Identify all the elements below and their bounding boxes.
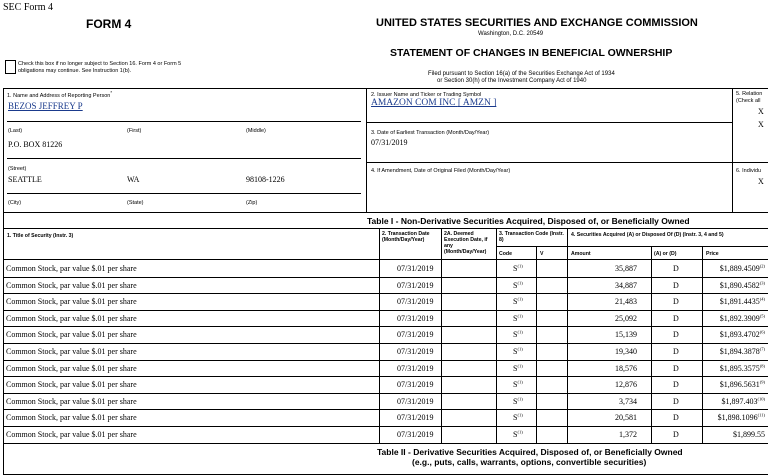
- transaction-date: 07/31/2019: [397, 280, 434, 290]
- price: $1,890.4582$^{(3)}$: [719, 279, 765, 290]
- individual-filing-mark: X: [758, 177, 764, 186]
- reporting-person-label: 1. Name and Address of Reporting Person*: [7, 90, 113, 99]
- state-label: (State): [127, 200, 144, 206]
- transaction-code: $S^{(1)}$: [513, 429, 523, 439]
- price: $1,893.4702$^{(6)}$: [719, 329, 765, 340]
- relationship-check-label: (Check all: [736, 98, 761, 104]
- transaction-code: $S^{(1)}$: [513, 379, 523, 390]
- acquired-or-disposed: D: [673, 330, 679, 340]
- transaction-date: 07/31/2019: [397, 430, 434, 439]
- amount: 1,372: [619, 430, 637, 439]
- divider: [732, 88, 733, 212]
- table-row: [3, 260, 765, 277]
- col-v: V: [540, 251, 544, 257]
- acquired-or-disposed: D: [673, 297, 679, 307]
- security-title: Common Stock, par value $.01 per share: [6, 264, 137, 273]
- table2-title-line-2: (e.g., puts, calls, warrants, options, convertible securities): [412, 457, 647, 467]
- acquired-or-disposed: D: [673, 280, 679, 290]
- security-title: Common Stock, par value $.01 per share: [6, 280, 137, 290]
- issuer-label: 2. Issuer Name and Ticker or Trading Symbol: [371, 92, 482, 98]
- price: $1,889.4509$^{(2)}$: [719, 263, 765, 273]
- acquired-or-disposed: D: [673, 347, 679, 356]
- amount: 20,581: [615, 413, 637, 423]
- transaction-date: 07/31/2019: [397, 363, 434, 373]
- reporting-person-name[interactable]: BEZOS JEFFREY P: [8, 101, 83, 111]
- table-row: [3, 426, 765, 443]
- security-title: Common Stock, par value $.01 per share: [6, 413, 137, 423]
- transaction-date: 07/31/2019: [397, 313, 434, 323]
- transaction-date: 07/31/2019: [397, 264, 434, 273]
- col-code: Code: [499, 251, 512, 257]
- filed-pursuant-line-1: Filed pursuant to Section 16(a) of the Securities Exchange Act of 1934: [428, 71, 615, 77]
- col-a-or-d: (A) or (D): [654, 251, 677, 257]
- table-row: [3, 277, 765, 294]
- price: $1,894.3878$^{(7)}$: [719, 346, 765, 356]
- transaction-code: $S^{(1)}$: [513, 279, 523, 290]
- reporting-person-zip: 98108-1226: [246, 175, 285, 184]
- table1-title: Table I - Non-Derivative Securities Acquired, Disposed of, or Beneficially Owned: [367, 216, 690, 226]
- commission-name: UNITED STATES SECURITIES AND EXCHANGE COMMISSION: [376, 17, 698, 29]
- table1-title-divider: [3, 228, 768, 229]
- name-underline: [7, 121, 361, 122]
- table1-bottom: [3, 443, 768, 444]
- table-row: [3, 293, 765, 310]
- filed-pursuant-line-2: or Section 30(h) of the Investment Company Act of 1940: [437, 78, 587, 84]
- security-title: Common Stock, par value $.01 per share: [6, 363, 137, 373]
- sec-form-label: SEC Form 4: [3, 2, 54, 13]
- transaction-code: $S^{(1)}$: [513, 296, 523, 307]
- divider: [732, 162, 768, 163]
- section16-note: [18, 61, 238, 74]
- acquired-or-disposed: D: [673, 264, 679, 273]
- col-acquired-disposed: 4. Securities Acquired (A) or Disposed Of (D) (Instr. 3, 4 and 5): [571, 232, 724, 238]
- transaction-date: 07/31/2019: [397, 413, 434, 423]
- form-title: FORM 4: [86, 17, 132, 31]
- transaction-date: 07/31/2019: [397, 396, 434, 406]
- divider: [366, 162, 733, 163]
- amount: 34,887: [615, 280, 637, 290]
- col-amount: Amount: [571, 251, 591, 257]
- table-row: [3, 393, 765, 410]
- price: $1,892.3909$^{(5)}$: [719, 313, 765, 323]
- subheader-divider: [496, 246, 768, 247]
- col-transaction-date: 2. Transaction Date (Month/Day/Year): [382, 231, 430, 243]
- divider: [3, 212, 768, 213]
- section16-checkbox[interactable]: [5, 60, 16, 74]
- officer-mark: X: [758, 120, 764, 129]
- reporting-person-city: SEATTLE: [8, 175, 42, 184]
- price: $1,891.4435$^{(4)}$: [719, 296, 765, 307]
- reporting-person-state: WA: [127, 175, 140, 184]
- transaction-date: 07/31/2019: [397, 380, 434, 390]
- table-row: [3, 376, 765, 393]
- section16-note-line-1: Check this box if no longer subject to Section 16. Form 4 or Form 5: [18, 61, 182, 67]
- acquired-or-disposed: D: [673, 363, 679, 373]
- street-label: (Street): [8, 166, 27, 172]
- col-deemed-date: 2A. Deemed Execution Date, if any (Month/Day/Year): [444, 231, 488, 255]
- amount: 21,483: [615, 297, 637, 307]
- col-title-of-security: 1. Title of Security (Instr. 3): [7, 233, 74, 239]
- transaction-code: $S^{(1)}$: [513, 313, 523, 323]
- acquired-or-disposed: D: [673, 430, 679, 439]
- amount: 35,887: [615, 264, 637, 273]
- zip-label: (Zip): [246, 200, 258, 206]
- last-label: (Last): [8, 128, 23, 134]
- city-label: (City): [8, 200, 22, 206]
- table-row: [3, 360, 765, 377]
- director-mark: X: [758, 107, 764, 116]
- price: $1,896.5631$^{(9)}$: [719, 379, 765, 390]
- reporting-person-address: P.O. BOX 81226: [8, 140, 63, 149]
- security-title: Common Stock, par value $.01 per share: [6, 313, 137, 323]
- col-transaction-code: 3. Transaction Code (Instr. 8): [499, 231, 564, 243]
- security-title: Common Stock, par value $.01 per share: [6, 297, 137, 307]
- security-title: Common Stock, par value $.01 per share: [6, 396, 137, 406]
- first-label: (First): [127, 128, 142, 134]
- transaction-code: $S^{(1)}$: [513, 362, 523, 373]
- security-title: Common Stock, par value $.01 per share: [6, 380, 137, 390]
- amount: 25,092: [615, 313, 637, 323]
- security-title: Common Stock, par value $.01 per share: [6, 430, 137, 439]
- amount: 15,139: [615, 330, 637, 340]
- security-title: Common Stock, par value $.01 per share: [6, 347, 137, 356]
- acquired-or-disposed: D: [673, 396, 679, 406]
- transaction-code: $S^{(1)}$: [513, 329, 523, 340]
- statement-title: STATEMENT OF CHANGES IN BENEFICIAL OWNERSHIP: [390, 47, 673, 59]
- transaction-code: $S^{(1)}$: [513, 263, 523, 273]
- address-underline: [7, 158, 361, 159]
- price: $1,895.3575$^{(8)}$: [719, 362, 765, 373]
- transaction-date: 07/31/2019: [397, 330, 434, 340]
- table-row: [3, 326, 765, 343]
- commission-location: Washington, D.C. 20549: [478, 31, 544, 37]
- price: $1,899.55: [733, 430, 765, 439]
- price: $1,897.403$^{(10)}$: [721, 396, 765, 406]
- city-underline: [7, 193, 361, 194]
- amount: 12,876: [615, 380, 637, 390]
- security-title: Common Stock, par value $.01 per share: [6, 330, 137, 340]
- divider: [366, 122, 733, 123]
- relationship-label: 5. Relation: [736, 91, 763, 97]
- section16-note-line-2: obligations may continue. See Instruction 1(b).: [18, 67, 132, 74]
- table2-title-line-1: Table II - Derivative Securities Acquired, Disposed of, or Beneficially Owned: [377, 447, 683, 457]
- earliest-transaction-date: 07/31/2019: [371, 138, 408, 147]
- transaction-code: $S^{(1)}$: [513, 412, 523, 423]
- acquired-or-disposed: D: [673, 413, 679, 423]
- price: $1,898.1096$^{(11)}$: [717, 412, 765, 423]
- table-row: [3, 310, 765, 327]
- amendment-label: 4. If Amendment, Date of Original Filed (Month/Day/Year): [371, 168, 511, 174]
- col-price: Price: [706, 251, 719, 257]
- transaction-date: 07/31/2019: [397, 297, 434, 307]
- middle-label: (Middle): [246, 128, 266, 134]
- amount: 3,734: [619, 396, 637, 406]
- issuer-name[interactable]: AMAZON COM INC [ AMZN ]: [371, 98, 497, 108]
- divider: [366, 88, 367, 212]
- table-row: [3, 409, 765, 426]
- transaction-date: 07/31/2019: [397, 347, 434, 356]
- transaction-code: $S^{(1)}$: [513, 346, 523, 356]
- transaction-code: $S^{(1)}$: [513, 396, 523, 406]
- amount: 19,340: [615, 347, 637, 356]
- acquired-or-disposed: D: [673, 313, 679, 323]
- amount: 18,576: [615, 363, 637, 373]
- table-row: [3, 343, 765, 360]
- acquired-or-disposed: D: [673, 380, 679, 390]
- individual-filing-label: 6. Individu: [736, 168, 762, 174]
- earliest-transaction-label: 3. Date of Earliest Transaction (Month/Day/Year): [371, 130, 490, 136]
